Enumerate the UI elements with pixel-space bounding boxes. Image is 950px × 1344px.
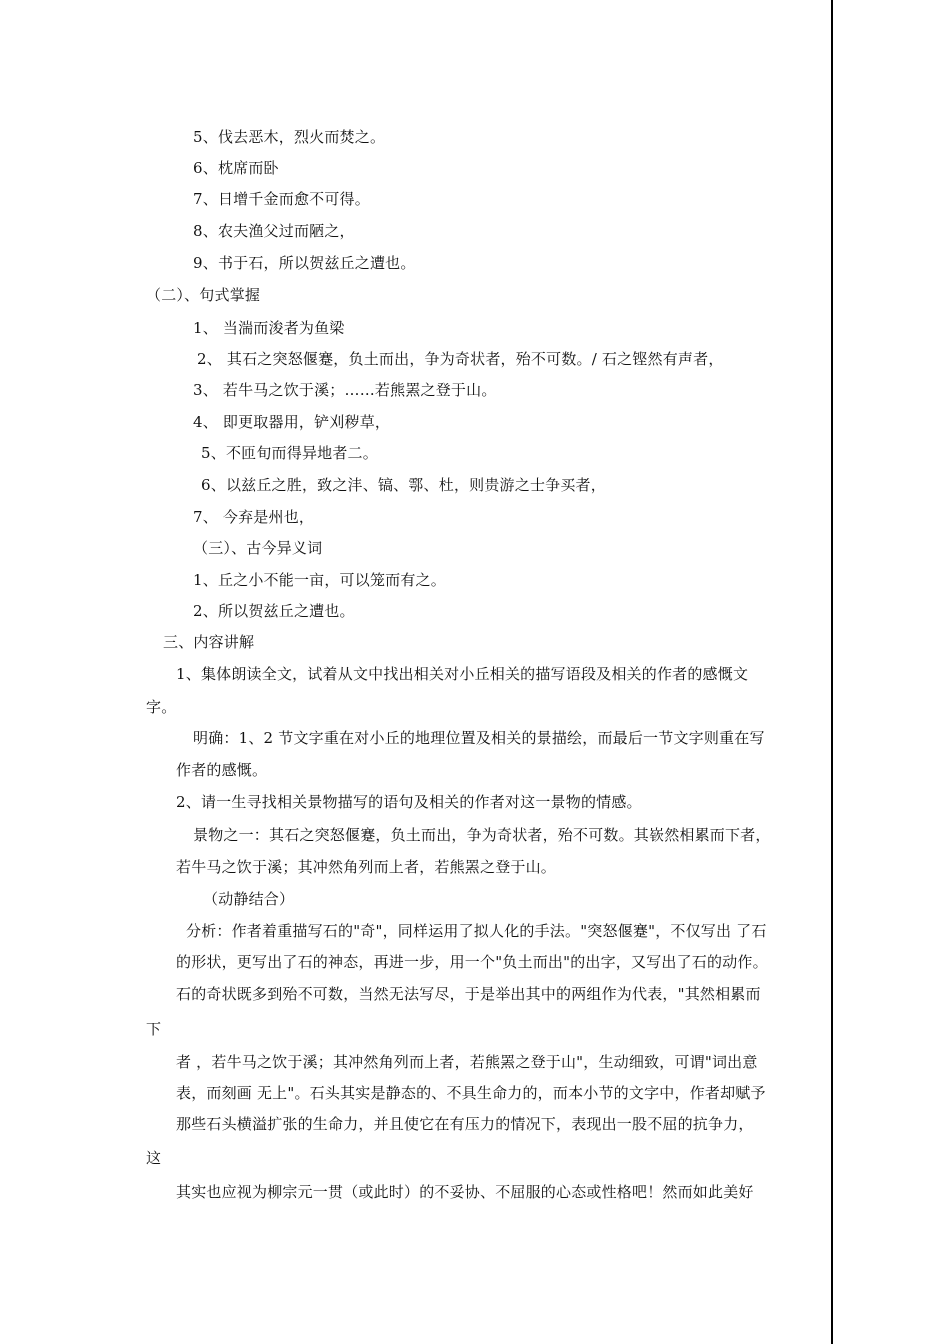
text-line: 明确：1、2 节文字重在对小丘的地理位置及相关的景描绘，而最后一节文字则重在写 [193, 729, 765, 747]
text-line: 石的奇状既多到殆不可数，当然无法写尽，于是举出其中的两组作为代表，"其然相累而 [176, 985, 761, 1003]
text-line: 5、伐去恶木，烈火而焚之。 [193, 128, 386, 146]
section-heading: （二）、句式掌握 [146, 286, 261, 304]
text-line: 2、 其石之突怒偃蹇，负土而出，争为奇状者，殆不可数。/ 石之铿然有声者， [197, 350, 724, 368]
section-heading: 三、内容讲解 [163, 633, 255, 651]
text-line: 若牛马之饮于溪；其冲然角列而上者，若熊罴之登于山。 [176, 858, 557, 876]
text-line: 6、以兹丘之胜，致之沣、镐、鄠、杜，则贵游之士争买者， [201, 476, 606, 494]
text-line: 1、集体朗读全文，试着从文中找出相关对小丘相关的描写语段及相关的作者的感慨文 [176, 665, 749, 683]
text-line: 的形状，更写出了石的神态，再进一步，用一个"负土而出"的出字，又写出了石的动作。 [176, 953, 768, 971]
section-heading: （三）、古今异义词 [193, 539, 323, 557]
text-line: 1、丘之小不能一亩，可以笼而有之。 [193, 571, 446, 589]
text-line: 分析：作者着重描写石的"奇"，同样运用了拟人化的手法。"突怒偃蹇"，不仅写出 了石 [186, 922, 767, 940]
text-line: 7、日增千金而愈不可得。 [193, 190, 370, 208]
text-line: 8、农夫渔父过而陋之， [193, 222, 355, 240]
text-line: 6、枕席而卧 [193, 159, 279, 177]
text-line: 3、 若牛马之饮于溪；……若熊罴之登于山。 [193, 381, 497, 399]
text-line: （动静结合） [203, 890, 295, 908]
text-line: 4、 即更取器用，铲刈秽草， [193, 413, 391, 431]
text-line: 9、书于石，所以贺兹丘之遭也。 [193, 254, 416, 272]
text-line: 那些石头横溢扩张的生命力，并且使它在有压力的情况下，表现出一股不屈的抗争力， [176, 1115, 754, 1133]
text-line: 者 ，若牛马之饮于溪；其冲然角列而上者，若熊罴之登于山"，生动细致，可谓"词出意 [176, 1053, 758, 1071]
text-line: 5、不匝旬而得异地者二。 [201, 444, 378, 462]
text-line: 其实也应视为柳宗元一贯（或此时）的不妥协、不屈服的心态或性格吧！然而如此美好 [176, 1183, 754, 1201]
text-line: 2、所以贺兹丘之遭也。 [193, 602, 355, 620]
text-line: 1、 当湍而浚者为鱼梁 [193, 319, 345, 337]
text-line: 2、请一生寻找相关景物描写的语句及相关的作者对这一景物的情感。 [176, 793, 642, 811]
text-line: 下 [146, 1020, 162, 1038]
text-line: 这 [146, 1149, 162, 1167]
text-line: 作者的感慨。 [176, 761, 268, 779]
text-line: 7、 今弃是州也， [193, 508, 315, 526]
text-line: 字。 [146, 698, 177, 716]
text-line: 表，而刻画 无上"。石头其实是静态的、不具生命力的，而本小节的文字中，作者却赋予 [176, 1084, 766, 1102]
text-line: 景物之一：其石之突怒偃蹇，负土而出，争为奇状者，殆不可数。其嵚然相累而下者， [193, 826, 771, 844]
page-margin-rule [831, 0, 833, 1344]
